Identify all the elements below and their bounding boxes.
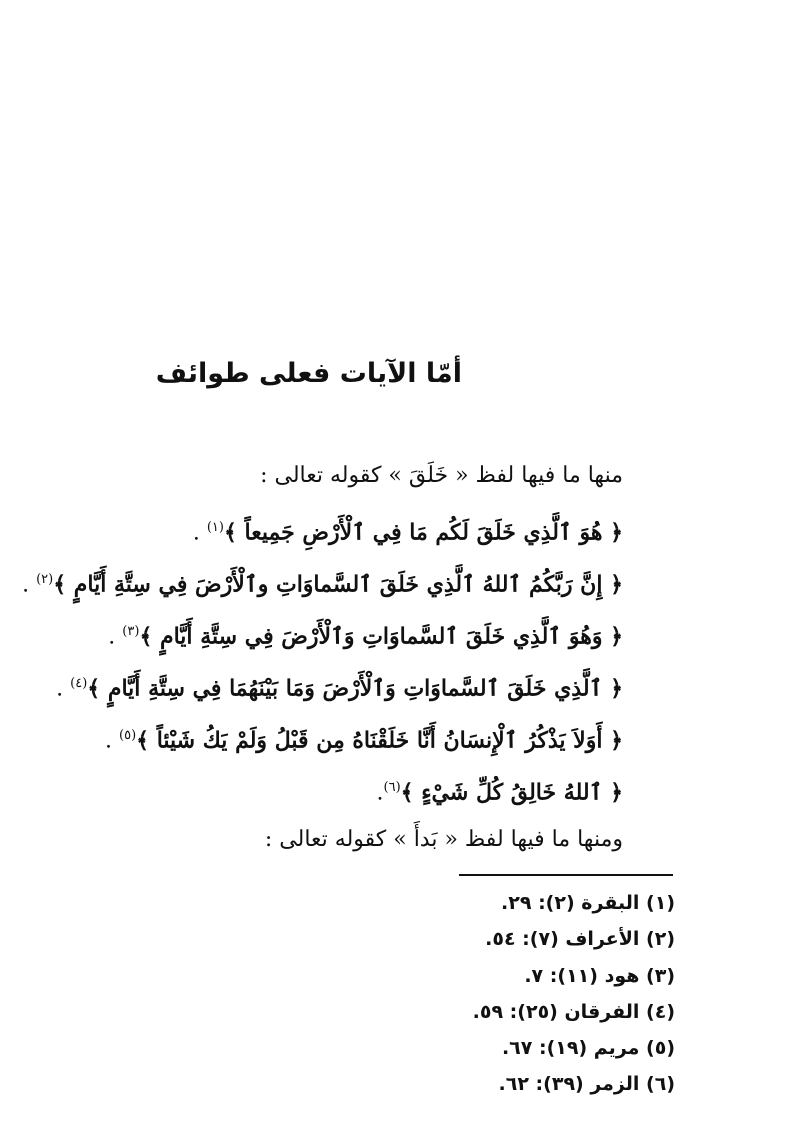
verse-text: ﴿ أَوَلاَ يَذْكُرُ ٱلْإِنسَانُ أَنَّا خَلَقْنَاهُ مِن قَبْلُ وَلَمْ يَكُ شَيْئاً ﴾ [136,727,623,754]
intro-line: ومنها ما فيها لفظ « بَدأَ » كقوله تعالى : [264,827,623,852]
footnote-item: (٢) الأعراف (٧): ٥٤. [485,928,675,951]
footnote-ref: (٢) [36,572,54,587]
verse-text: ﴿ ٱلَّذِي خَلَقَ ٱلسَّماوَاتِ وَٱلْأَرْضَ وَمَا بَيْنَهُمَا فِي سِتَّةِ أَيَّامٍ ﴾ [87,675,623,702]
footnote-divider [459,874,673,876]
footnote-ref: (٦) [383,780,401,795]
footnote-ref: (١) [206,520,224,535]
verse-line [63,762,623,814]
footnote-item: (٥) مريم (١٩): ٦٧. [501,1037,675,1060]
intro-line: منها ما فيها لفظ « خَلَقَ » كقوله تعالى : [260,463,623,488]
verse-end: . [105,728,119,754]
footnote-ref: (٤) [70,676,88,691]
body-text [22,450,623,866]
footnote-item: (٣) هود (١١): ٧. [524,964,675,987]
verse-end: . [192,520,207,546]
verse-line [22,554,623,606]
footnote-item: (٤) الفرقان (٢٥): ٥٩. [472,1000,675,1023]
section-heading: أمّا الآيات فعلى طوائف [155,358,462,389]
verse-line [63,710,623,762]
verse-text: ﴿ وَهُوَ ٱلَّذِي خَلَقَ ٱلسَّماوَاتِ وَٱلْأَرْضَ فِي سِتَّةِ أَيَّامٍ ﴾ [139,623,623,650]
verse-end: . [22,572,37,598]
verse-line [63,502,623,554]
footnotes [375,885,675,1103]
verse-text: ﴿ ٱللهُ خَالِقُ كُلِّ شَيْءٍ ﴾ [400,779,623,806]
footnote-ref: (٥) [119,728,137,743]
verse-text: ﴿ إِنَّ رَبَّكُمُ ٱللهُ ٱلَّذِي خَلَقَ ٱلسَّماوَاتِ وٱلْأَرْضَ فِي سِتَّةِ أَيَّامٍ ﴾ [53,571,623,598]
footnote-ref: (٣) [122,624,140,639]
verse-text: ﴿ هُوَ ٱلَّذِي خَلَقَ لَكُم مَا فِي ٱلْأَرْضِ جَمِيعاً ﴾ [223,519,623,546]
footnote-item: (٦) الزمر (٣٩): ٦٢. [498,1073,675,1096]
footnote-item: (١) البقرة (٢): ٢٩. [501,892,675,914]
verse-end: . [56,676,71,702]
verse-line [63,606,623,658]
verse-line [56,658,623,710]
verse-end: . [376,780,384,806]
verse-end: . [108,624,123,650]
